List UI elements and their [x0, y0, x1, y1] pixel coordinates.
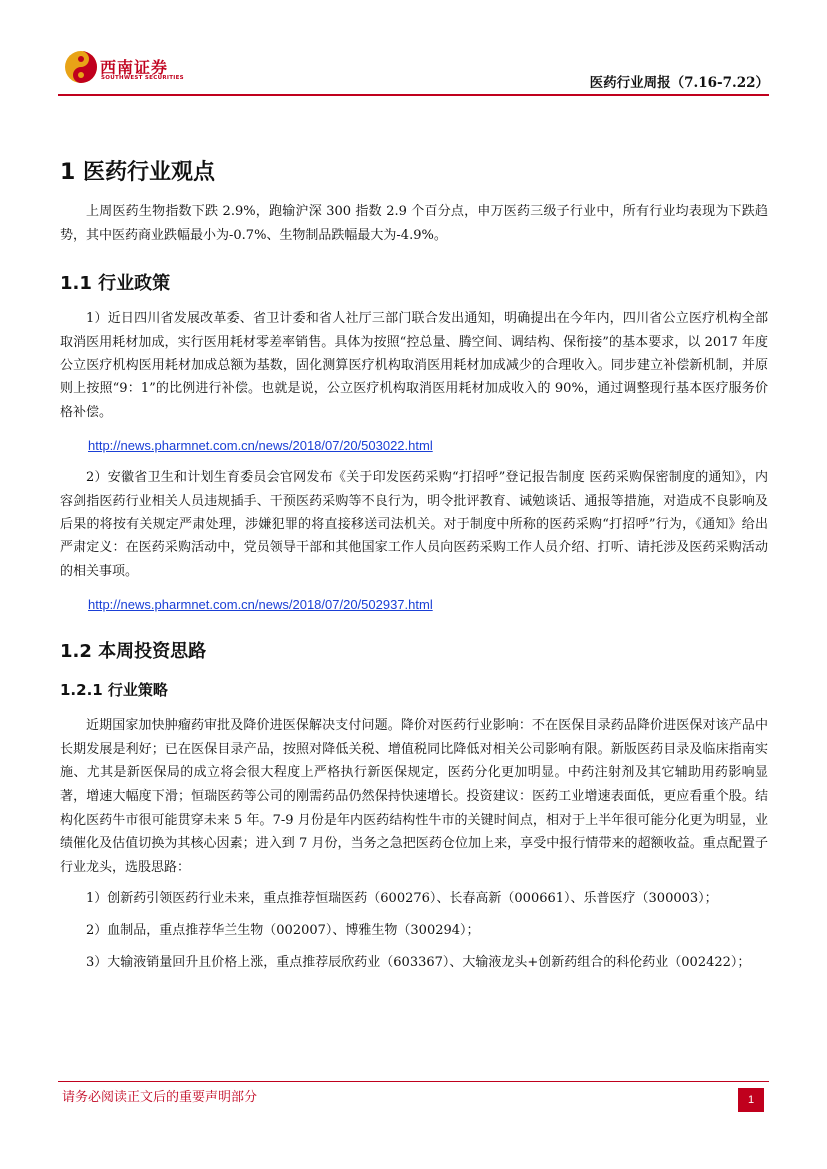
- footer-disclaimer: 请务必阅读正文后的重要声明部分: [62, 1090, 258, 1105]
- subsection-heading-investment: 1.2 本周投资思路: [60, 641, 207, 663]
- header-divider: [58, 94, 769, 96]
- subsubsection-heading-strategy: 1.2.1 行业策略: [60, 681, 168, 700]
- logo-english-name: SOUTHWEST SECURITIES: [101, 75, 184, 81]
- stock-pick-item: 3）大输液销量回升且价格上涨，重点推荐辰欣药业（603367）、大输液龙头+创新药组合的科伦药业（002422）；: [86, 954, 751, 970]
- logo-chinese-name: 西南证券: [100, 58, 169, 77]
- news-link-1[interactable]: http://news.pharmnet.com.cn/news/2018/07/20/503022.html: [88, 438, 433, 454]
- policy-paragraph-1: 1）近日四川省发展改革委、省卫计委和省人社厅三部门联合发出通知，明确提出在今年内，四川省公立医疗机构全部取消医用耗材加成，实行医用耗材零差率销售。具体为按照“控总量、腾空间、调结构、保衔接”的基本要求，以 2017 年度公立医疗机构医用耗材加成总额为基数，固化测算医疗机构取消医用耗材加成减少的合理收入。同步建立补偿新机制，并原则上按照“9：1”的比例进行补偿。也就是说，公立医疗机构取消医用耗材加成收入的 90%，通过调整现行基本医疗服务价格补偿。: [60, 311, 768, 420]
- company-logo: [64, 50, 184, 86]
- section-intro-paragraph: 上周医药生物指数下跌 2.9%，跑输沪深 300 指数 2.9 个百分点，申万医药三级子行业中，所有行业均表现为下跌趋势，其中医药商业跌幅最小为-0.7%、生物制品跌幅最大为-4.9%。: [60, 204, 768, 243]
- footer-divider: [58, 1081, 769, 1082]
- strategy-paragraph: 近期国家加快肿瘤药审批及降价进医保解决支付问题。降价对医药行业影响：不在医保目录药品降价进医保对该产品中长期发展是利好；已在医保目录产品，按照对降低关税、增值税同比降低对相关公司影响有限。新版医药目录及临床指南实施、尤其是新医保局的成立将会很大程度上严格执行新医保规定，医药分化更加明显。中药注射剂及其它辅助用药影响显著，增速大幅度下滑；恒瑞医药等公司的刚需药品仍然保持快速增长。投资建议：医药工业增速表面低，更应看重个股。结构化医药牛市很可能贯穿未来 5 年。7-9 月份是年内医药结构性牛市的关键时间点，相对于上半年很可能分化更为明显，业绩催化及估值切换为其核心因素；进入到 7 月份，当务之急把医药仓位加上来，享受中报行情带来的超额收益。重点配置子行业龙头，选股思路：: [60, 718, 768, 875]
- policy-link-line-1: [60, 436, 768, 457]
- stock-pick-item: 1）创新药引领医药行业未来，重点推荐恒瑞医药（600276）、长春高新（000661）、乐普医疗（300003）；: [86, 891, 718, 907]
- report-header-title: 医药行业周报（7.16-7.22）: [589, 75, 769, 91]
- page-number-badge: 1: [738, 1088, 764, 1112]
- policy-paragraph-2: 2）安徽省卫生和计划生育委员会官网发布《关于印发医药采购“打招呼”登记报告制度 医药采购保密制度的通知》，内容剑指医药行业相关人员违规插手、干预医药采购等不良行为，明令批评教育、诫勉谈话、通报等措施，对造成不良影响及后果的将按有关规定严肃处理，涉嫌犯罪的将直接移送司法机关。对于制度中所称的医药采购“打招呼”行为，《通知》给出严肃定义：在医药采购活动中，党员领导干部和其他国家工作人员向医药采购工作人员介绍、打听、请托涉及医药采购活动的相关事项。: [60, 470, 768, 579]
- policy-link-line-2: [60, 595, 768, 616]
- report-body: [60, 156, 768, 974]
- stock-pick-item: 2）血制品，重点推荐华兰生物（002007）、博雅生物（300294）；: [86, 923, 480, 938]
- logo-emblem-icon: [64, 50, 98, 84]
- section-heading: 1 医药行业观点: [60, 160, 215, 185]
- subsection-heading-policy: 1.1 行业政策: [60, 273, 171, 295]
- news-link-2[interactable]: http://news.pharmnet.com.cn/news/2018/07/20/502937.html: [88, 597, 433, 613]
